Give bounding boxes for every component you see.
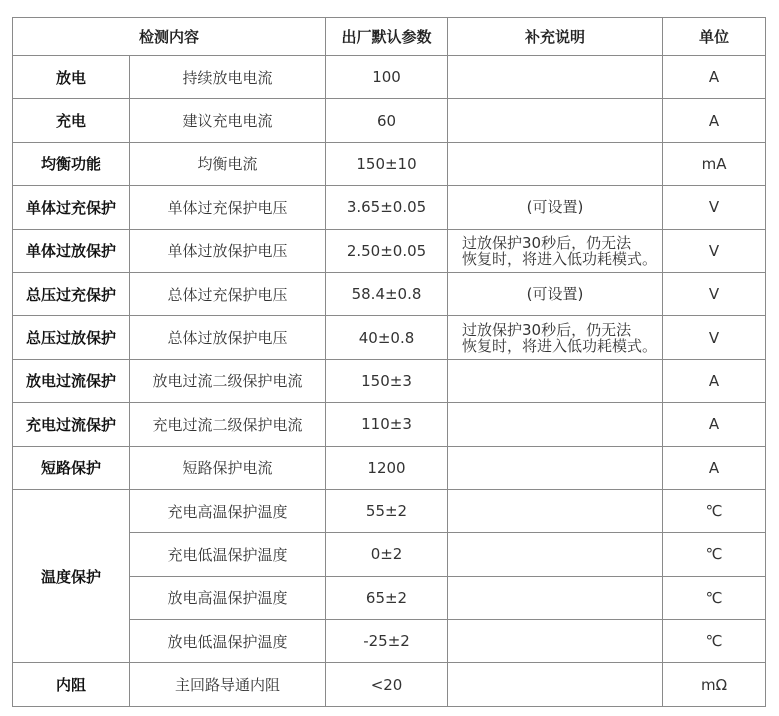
row-category: 内阻 bbox=[13, 663, 130, 706]
row-item: 总体过放保护电压 bbox=[130, 316, 326, 359]
row-value: 150±3 bbox=[326, 359, 448, 402]
note-line: 恢复时，将进入低功耗模式。 bbox=[462, 249, 658, 268]
row-item: 均衡电流 bbox=[130, 142, 326, 185]
row-note bbox=[448, 620, 663, 663]
row-category: 总压过放保护 bbox=[13, 316, 130, 359]
row-value: 65±2 bbox=[326, 576, 448, 619]
note-line: 恢复时，将进入低功耗模式。 bbox=[462, 336, 658, 355]
row-note bbox=[448, 359, 663, 402]
row-unit: ℃ bbox=[663, 576, 766, 619]
row-note: (可设置) bbox=[448, 186, 663, 229]
row-note bbox=[448, 229, 663, 272]
row-item: 总体过充保护电压 bbox=[130, 272, 326, 315]
table-row bbox=[13, 142, 766, 185]
table-row bbox=[13, 446, 766, 489]
row-note bbox=[448, 316, 663, 359]
header-note: 补充说明 bbox=[448, 18, 663, 56]
row-item: 持续放电电流 bbox=[130, 56, 326, 99]
row-value: -25±2 bbox=[326, 620, 448, 663]
row-unit: A bbox=[663, 99, 766, 142]
note-line: 过放保护30秒后，仍无法 bbox=[462, 233, 632, 252]
row-unit: V bbox=[663, 186, 766, 229]
spec-table bbox=[12, 17, 766, 707]
row-note bbox=[448, 403, 663, 446]
row-category: 温度保护 bbox=[13, 489, 130, 663]
table-row bbox=[13, 186, 766, 229]
row-unit: ℃ bbox=[663, 620, 766, 663]
row-category: 充电 bbox=[13, 99, 130, 142]
row-value: 40±0.8 bbox=[326, 316, 448, 359]
row-note bbox=[448, 533, 663, 576]
row-value: 3.65±0.05 bbox=[326, 186, 448, 229]
row-item: 单体过放保护电压 bbox=[130, 229, 326, 272]
row-item: 单体过充保护电压 bbox=[130, 186, 326, 229]
row-item: 充电低温保护温度 bbox=[130, 533, 326, 576]
row-unit: A bbox=[663, 446, 766, 489]
row-category: 充电过流保护 bbox=[13, 403, 130, 446]
row-value: 0±2 bbox=[326, 533, 448, 576]
row-item: 放电过流二级保护电流 bbox=[130, 359, 326, 402]
row-value: 2.50±0.05 bbox=[326, 229, 448, 272]
row-category: 单体过充保护 bbox=[13, 186, 130, 229]
row-note bbox=[448, 576, 663, 619]
row-note bbox=[448, 446, 663, 489]
table-row bbox=[13, 99, 766, 142]
table-row bbox=[13, 489, 766, 532]
row-note bbox=[448, 663, 663, 706]
row-item: 建议充电电流 bbox=[130, 99, 326, 142]
table-row bbox=[13, 316, 766, 359]
row-category: 单体过放保护 bbox=[13, 229, 130, 272]
row-unit: A bbox=[663, 403, 766, 446]
row-note bbox=[448, 142, 663, 185]
row-note bbox=[448, 99, 663, 142]
row-item: 充电过流二级保护电流 bbox=[130, 403, 326, 446]
row-value: 60 bbox=[326, 99, 448, 142]
header-content: 检测内容 bbox=[13, 18, 326, 56]
row-category: 放电 bbox=[13, 56, 130, 99]
table-row bbox=[13, 229, 766, 272]
row-value: 55±2 bbox=[326, 489, 448, 532]
table-row bbox=[13, 663, 766, 706]
row-unit: V bbox=[663, 316, 766, 359]
row-note bbox=[448, 56, 663, 99]
row-unit: A bbox=[663, 359, 766, 402]
note-line: 过放保护30秒后，仍无法 bbox=[462, 320, 632, 339]
row-item: 主回路导通内阻 bbox=[130, 663, 326, 706]
table-row bbox=[13, 359, 766, 402]
row-category: 均衡功能 bbox=[13, 142, 130, 185]
row-category: 短路保护 bbox=[13, 446, 130, 489]
row-unit: mA bbox=[663, 142, 766, 185]
row-unit: V bbox=[663, 272, 766, 315]
row-unit: ℃ bbox=[663, 533, 766, 576]
row-value: 100 bbox=[326, 56, 448, 99]
table-row bbox=[13, 403, 766, 446]
row-value: 150±10 bbox=[326, 142, 448, 185]
row-category: 放电过流保护 bbox=[13, 359, 130, 402]
row-item: 放电低温保护温度 bbox=[130, 620, 326, 663]
row-item: 短路保护电流 bbox=[130, 446, 326, 489]
header-default: 出厂默认参数 bbox=[326, 18, 448, 56]
row-note: (可设置) bbox=[448, 272, 663, 315]
row-value: 58.4±0.8 bbox=[326, 272, 448, 315]
row-category: 总压过充保护 bbox=[13, 272, 130, 315]
row-value: 110±3 bbox=[326, 403, 448, 446]
header-row bbox=[13, 18, 766, 56]
table-row bbox=[13, 56, 766, 99]
row-unit: A bbox=[663, 56, 766, 99]
header-unit: 单位 bbox=[663, 18, 766, 56]
row-unit: ℃ bbox=[663, 489, 766, 532]
row-note bbox=[448, 489, 663, 532]
row-value: <20 bbox=[326, 663, 448, 706]
row-item: 放电高温保护温度 bbox=[130, 576, 326, 619]
table-row bbox=[13, 272, 766, 315]
row-unit: mΩ bbox=[663, 663, 766, 706]
row-unit: V bbox=[663, 229, 766, 272]
row-item: 充电高温保护温度 bbox=[130, 489, 326, 532]
row-value: 1200 bbox=[326, 446, 448, 489]
